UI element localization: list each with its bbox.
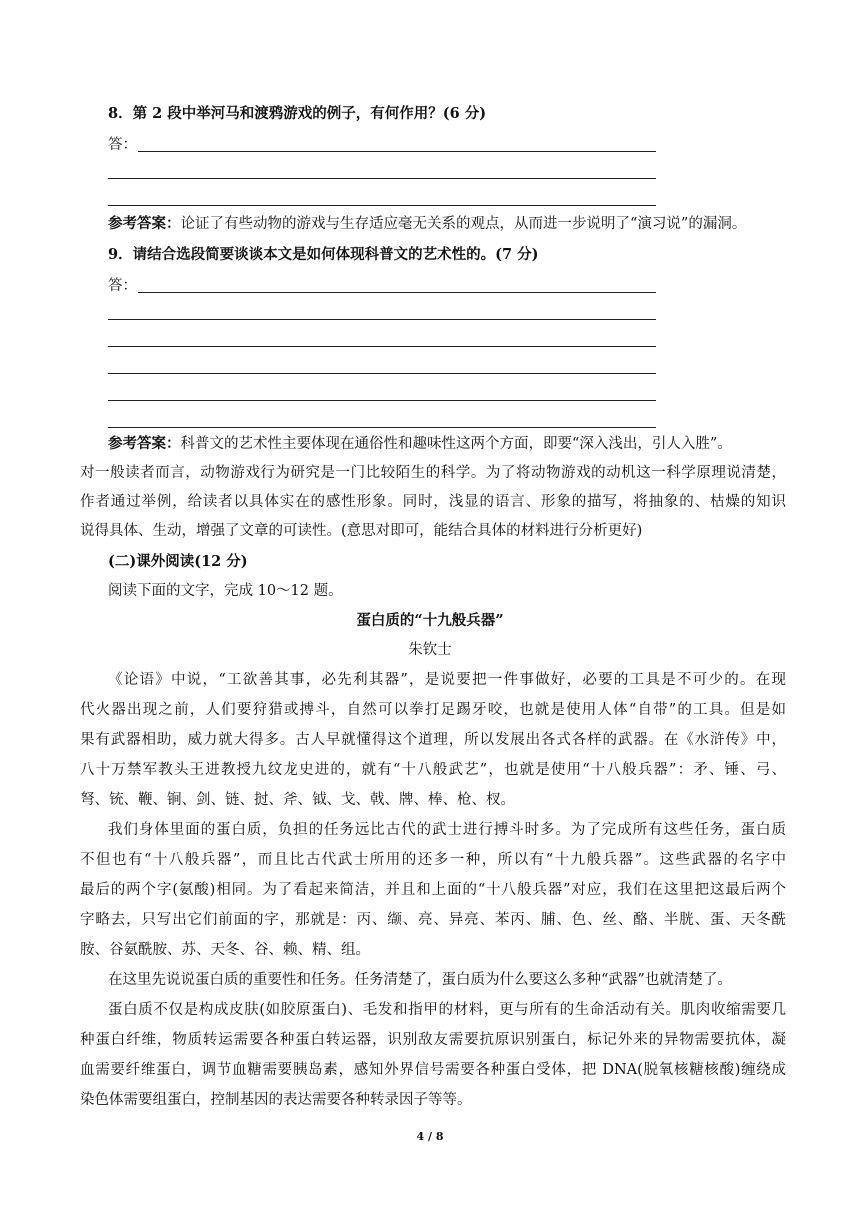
answer-line: [108, 400, 656, 401]
article-line: 血需要纤维蛋白，调节血糖需要胰岛素，感知外界信号需要各种蛋白受体，把 DNA(脱氧核糖核酸)缠绕成: [80, 1062, 786, 1078]
answer-line: [108, 346, 656, 347]
reading-instruction: 阅读下面的文字，完成 10～12 题。: [108, 583, 343, 599]
reference-text: 科普文的艺术性主要体现在通俗性和趣味性这两个方面，即要“深入浅出，引人入胜”。: [180, 436, 732, 452]
article-line: 八十万禁军教头王进教授九纹龙史进的，就有“十八般武艺”，也就是使用“十八般兵器”：矛、锤、弓、: [80, 762, 786, 778]
article-line: 我们身体里面的蛋白质，负担的任务远比古代的武士进行搏斗时多。为了完成所有这些任务，蛋白质: [108, 822, 786, 838]
article-line: 染色体需要组蛋白，控制基因的表达需要各种转录因子等等。: [80, 1092, 472, 1108]
article-line: 弩、铳、鞭、锏、剑、链、挝、斧、钺、戈、戟、牌、棒、枪、杈。: [80, 792, 515, 808]
reference-text: 论证了有些动物的游戏与生存适应毫无关系的观点，从而进一步说明了“演习说”的漏洞。: [180, 216, 747, 232]
reference-answer-9-line: 作者通过举例，给读者以具体实在的感性形象。同时，浅显的语言、形象的描写，将抽象的、枯燥的知识: [80, 494, 786, 510]
reference-label: 参考答案：: [108, 215, 181, 232]
article-line: 种蛋白纤维，物质转运需要各种蛋白转运器，识别敌友需要抗原识别蛋白，标记外来的异物需要抗体，凝: [80, 1032, 786, 1048]
question-8: 8．第 2 段中举河马和渡鸦游戏的例子，有何作用？(6 分): [108, 105, 487, 122]
reference-answer-9-line: 对一般读者而言，动物游戏行为研究是一门比较陌生的科学。为了将动物游戏的动机这一科学原理说清楚，: [80, 465, 786, 481]
answer-line: [108, 319, 656, 320]
reference-answer-9-line: [108, 434, 732, 454]
answer-line: [138, 292, 656, 293]
article-line: 代火器出现之前，人们要狩猎或搏斗，自然可以拳打足踢牙咬，也就是使用人体“自带”的工具。但是如: [80, 702, 786, 718]
reference-label: 参考答案：: [108, 435, 181, 452]
answer-line: [138, 151, 656, 152]
answer-line: [108, 205, 656, 206]
answer-line: [108, 178, 656, 179]
article-line: 《论语》中说，“工欲善其事，必先利其器”，是说要把一件事做好，必要的工具是不可少的。在现: [108, 672, 786, 688]
article-line: 最后的两个字(氨酸)相同。为了看起来简洁，并且和上面的“十八般兵器”对应，我们在这里把这最后两个: [80, 882, 786, 898]
article-line: 在这里先说说蛋白质的重要性和任务。任务清楚了，蛋白质为什么要这么多种“武器”也就清楚了。: [108, 972, 732, 988]
section-heading: (二)课外阅读(12 分): [108, 553, 248, 570]
answer-line: [108, 373, 656, 374]
answer-prefix-8: 答：: [108, 137, 137, 153]
answer-line: [108, 427, 656, 428]
answer-prefix-9: 答：: [108, 278, 137, 294]
article-author: 朱钦士: [408, 642, 452, 658]
article-title: 蛋白质的“十九般兵器”: [356, 612, 504, 629]
page-number: 4 / 8: [416, 1130, 444, 1143]
article-line: 字略去，只写出它们前面的字，那就是：丙、缬、亮、异亮、苯丙、脯、色、丝、酪、半胱、蛋、天冬酰: [80, 912, 786, 928]
reference-answer-9-line: 说得具体、生动，增强了文章的可读性。(意思对即可，能结合具体的材料进行分析更好): [80, 523, 643, 539]
article-line: 蛋白质不仅是构成皮肤(如胶原蛋白)、毛发和指甲的材料，更与所有的生命活动有关。肌肉收缩需要几: [108, 1002, 786, 1018]
article-line: 胺、谷氨酰胺、苏、天冬、谷、赖、精、组。: [80, 942, 370, 958]
article-line: 不但也有“十八般兵器”，而且比古代武士所用的还多一种，所以有“十九般兵器”。这些武器的名字中: [80, 852, 786, 868]
reference-answer-8: [108, 214, 746, 234]
article-line: 果有武器相助，威力就大得多。古人早就懂得这个道理，所以发展出各式各样的武器。在《水浒传》中，: [80, 732, 786, 748]
question-9: 9．请结合选段简要谈谈本文是如何体现科普文的艺术性的。(7 分): [108, 246, 539, 263]
